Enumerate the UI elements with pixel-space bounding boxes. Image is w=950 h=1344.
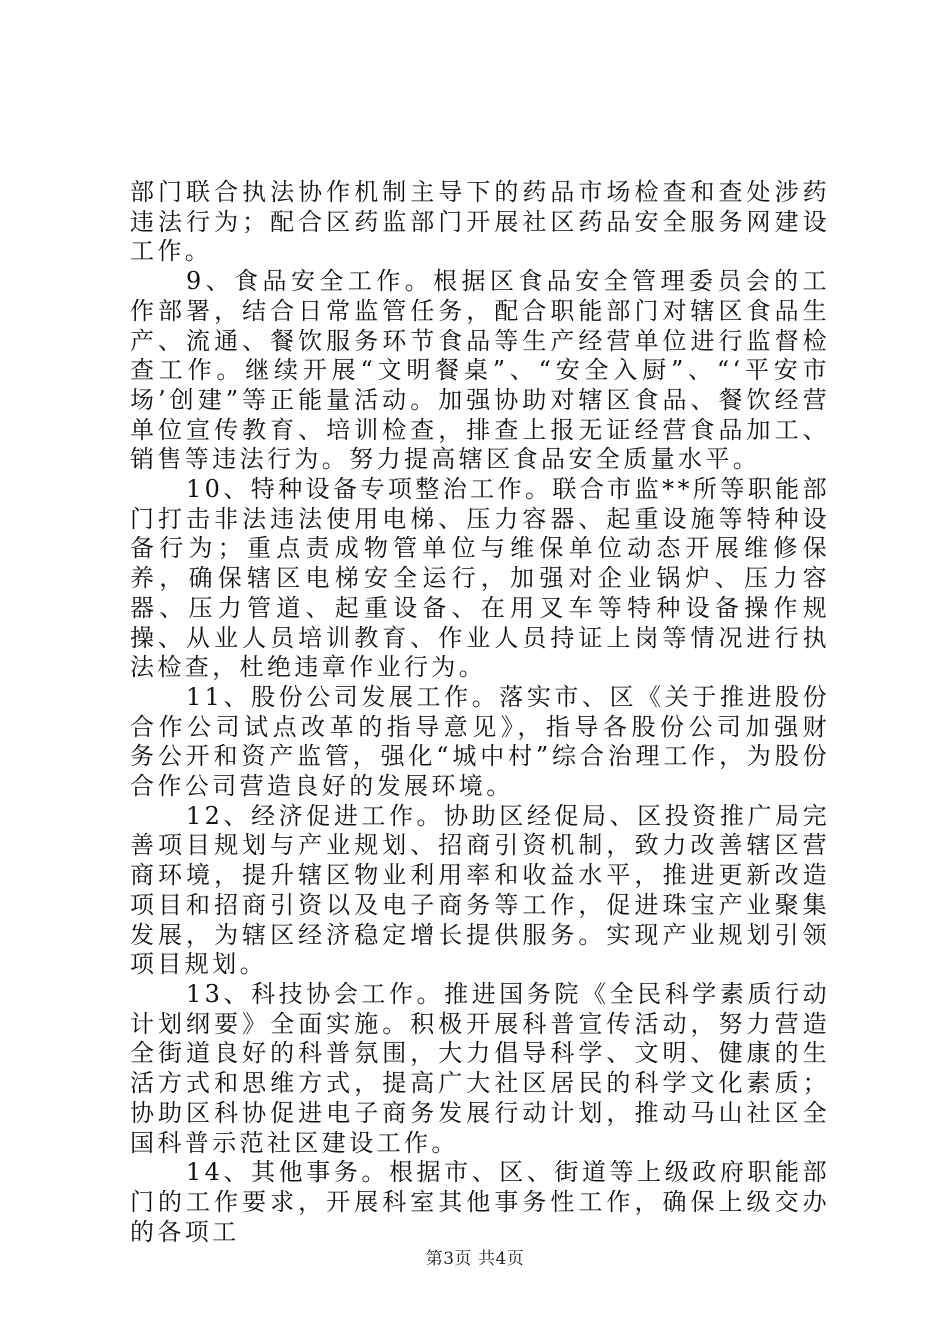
- paragraph-shareholding-company: 11、股份公司发展工作。落实市、区《关于推进股份合作公司试点改革的指导意见》，指导各股份公司加强财务公开和资产监管，强化“城中村”综合治理工作，为股份合作公司营造良好的发展环境。: [130, 682, 830, 801]
- paragraph-food-safety: 9、食品安全工作。根据区食品安全管理委员会的工作部署，结合日常监管任务，配合职能部门对辖区食品生产、流通、餐饮服务环节食品等生产经营单位进行监督检查工作。继续开展“文明餐桌”、“安全入厨”、“‘平安市场’创建”等正能量活动。加强协助对辖区食品、餐饮经营单位宣传教育、培训检查，排查上报无证经营食品加工、销售等违法行为。努力提高辖区食品安全质量水平。: [130, 267, 830, 474]
- page-footer: 第3页 共4页: [425, 1249, 525, 1269]
- paragraph-continuation: 部门联合执法协作机制主导下的药品市场检查和查处涉药违法行为；配合区药监部门开展社区药品安全服务网建设工作。: [130, 178, 830, 266]
- paragraph-economic-promotion: 12、经济促进工作。协助区经促局、区投资推广局完善项目规划与产业规划、招商引资机制，致力改善辖区营商环境，提升辖区物业利用率和收益水平，推进更新改造项目和招商引资以及电子商务等工作，促进珠宝产业聚集发展，为辖区经济稳定增长提供服务。实现产业规划引领项目规划。: [130, 801, 830, 979]
- paragraph-science-association: 13、科技协会工作。推进国务院《全民科学素质行动计划纲要》全面实施。积极开展科普宣传活动，努力营造全街道良好的科普氛围，大力倡导科学、文明、健康的生活方式和思维方式，提高广大社区居民的科学文化素质；协助区科协促进电子商务发展行动计划，推动马山社区全国科普示范社区建设工作。: [130, 979, 830, 1157]
- document-body: [130, 178, 830, 1247]
- paragraph-other-affairs: 14、其他事务。根据市、区、街道等上级政府职能部门的工作要求，开展科室其他事务性工作，确保上级交办的各项工: [130, 1158, 830, 1246]
- paragraph-special-equipment: 10、特种设备专项整治工作。联合市监**所等职能部门打击非法违法使用电梯、压力容器、起重设施等特种设备行为；重点责成物管单位与维保单位动态开展维修保养，确保辖区电梯安全运行，加强对企业锅炉、压力容器、压力管道、起重设备、在用叉车等特种设备操作规操、从业人员培训教育、作业人员持证上岗等情况进行执法检查，杜绝违章作业行为。: [130, 475, 830, 682]
